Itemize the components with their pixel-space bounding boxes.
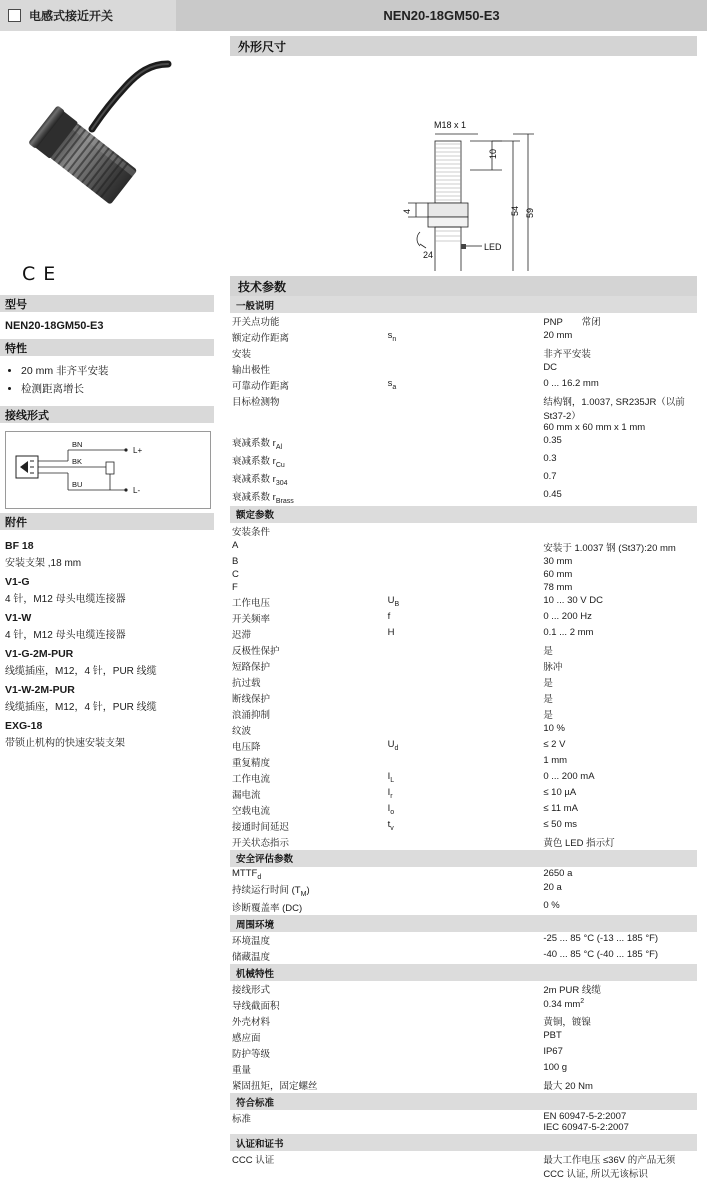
spec-symbol — [386, 470, 542, 488]
spec-value: 脉冲 — [543, 661, 563, 673]
table-row — [230, 948, 697, 964]
table-row — [230, 1077, 697, 1093]
spec-symbol — [386, 1110, 542, 1134]
accessory-desc: 线缆插座，M12，4 针，PUR 线缆 — [5, 666, 157, 677]
spec-label: 接线形式 — [232, 985, 271, 997]
spec-symbol: $t_v$ — [387, 818, 394, 832]
spec-label: 开关频率 — [232, 613, 271, 625]
spec-value: 10 ... 30 V DC — [543, 594, 603, 606]
spec-value: 是 — [543, 693, 553, 705]
spec-value: 0 ... 16.2 mm — [543, 378, 599, 389]
spec-value: 最大 20 Nm — [543, 1081, 593, 1093]
table-row — [230, 1151, 697, 1181]
spec-value: 是 — [543, 709, 553, 721]
spec-label: 衰减系数 $r_{Al}$ — [232, 438, 283, 451]
table-row — [230, 377, 697, 393]
spec-value: IP67 — [543, 1046, 563, 1058]
model-value: NEN20-18GM50-E3 — [5, 320, 104, 332]
spec-value: -25 ... 85 °C (-13 ... 185 °F) — [543, 933, 659, 945]
spec-symbol — [386, 393, 542, 434]
spec-symbol — [386, 361, 542, 377]
table-row — [230, 642, 697, 658]
spec-symbol — [386, 834, 542, 850]
list-item — [5, 648, 214, 677]
table-row — [230, 313, 697, 329]
spec-value: DC — [543, 362, 558, 373]
table-row — [230, 393, 697, 434]
spec-symbol — [386, 434, 542, 452]
header-left-title: 电感式接近开关 — [29, 9, 114, 23]
spec-label: 安装 — [232, 349, 252, 360]
accessory-name: V1-W — [5, 612, 32, 624]
page-header — [0, 0, 707, 31]
svg-text:BN: BN — [72, 440, 83, 449]
spec-label: 工作电流 — [232, 773, 271, 785]
spec-label: 衰减系数 $r_{Cu}$ — [232, 455, 285, 469]
section-features-header: 特性 — [0, 339, 214, 356]
ce-mark: C E — [22, 263, 57, 285]
spec-symbol — [386, 722, 542, 738]
spec-label: B — [232, 555, 239, 567]
section-model-header: 型号 — [0, 295, 214, 312]
spec-label: 抗过载 — [232, 677, 261, 689]
table-row — [230, 610, 697, 626]
accessory-name: V1-G — [5, 576, 30, 588]
spec-symbol — [386, 867, 542, 882]
spec-symbol — [386, 981, 542, 997]
spec-value: 0.35 — [543, 435, 562, 446]
table-row — [230, 981, 697, 997]
spec-symbol — [386, 899, 542, 915]
spec-label: 诊断覆盖率 (DC) — [232, 903, 303, 915]
spec-symbol — [386, 881, 542, 899]
list-item — [5, 540, 214, 569]
spec-label: F — [232, 581, 238, 593]
spec-value: 10 % — [543, 722, 565, 734]
dimension-drawing-svg — [230, 56, 697, 271]
spec-symbol: H — [387, 626, 395, 638]
square-logo-icon — [8, 9, 21, 22]
accessory-desc: 带锁止机构的快速安装支架 — [5, 738, 125, 749]
wiring-diagram-svg — [6, 432, 210, 508]
spec-label: 持续运行时间 $(T_M)$ — [232, 885, 310, 899]
table-row — [230, 488, 697, 506]
spec-table — [230, 296, 697, 1181]
left-column — [0, 31, 222, 1039]
table-row — [230, 802, 697, 818]
spec-value: 78 mm — [543, 581, 573, 593]
spec-label: 衰减系数 $r_{Brass}$ — [232, 491, 294, 505]
table-row — [230, 1110, 697, 1134]
table-row — [230, 1029, 697, 1045]
table-row — [230, 867, 697, 882]
table-row — [230, 434, 697, 452]
spec-value: 黄铜，镀镍 — [543, 1017, 591, 1029]
spec-label: 反极性保护 — [232, 645, 280, 657]
spec-symbol — [386, 1029, 542, 1045]
spec-symbol: $I_o$ — [387, 802, 395, 816]
spec-symbol — [386, 674, 542, 690]
spec-value: 20 a — [543, 882, 562, 894]
spec-value: 1 mm — [543, 754, 568, 766]
spec-value: 2m PUR 线缆 — [543, 985, 601, 997]
spec-symbol — [386, 706, 542, 722]
model-block — [0, 312, 222, 339]
spec-label: 外壳材料 — [232, 1017, 271, 1029]
spec-label: 防护等级 — [232, 1049, 271, 1061]
spec-group-header: 认证和证书 — [230, 1134, 697, 1151]
table-row — [230, 932, 697, 948]
table-row — [230, 345, 697, 361]
section-dimensions-header: 外形尺寸 — [230, 36, 697, 56]
spec-label: 环境温度 — [232, 936, 271, 948]
spec-symbol — [386, 1077, 542, 1093]
spec-value: 最大工作电压 ≤36V 的产品无须 CCC 认证, 所以无该标识 — [543, 1155, 676, 1181]
spec-value: 是 — [543, 677, 553, 689]
spec-symbol — [386, 1151, 542, 1181]
spec-value: PNP 常闭 — [543, 317, 601, 328]
accessory-desc: 线缆插座，M12，4 针，PUR 线缆 — [5, 702, 157, 713]
table-row — [230, 452, 697, 470]
table-row — [230, 754, 697, 770]
accessory-name: V1-G-2M-PUR — [5, 648, 74, 660]
table-row — [230, 329, 697, 345]
spec-label: 开关状态指示 — [232, 837, 290, 849]
drawing-label-10: 10 — [488, 148, 498, 159]
spec-value: ≤ 50 ms — [543, 818, 578, 830]
spec-symbol — [386, 948, 542, 964]
drawing-label-hex: 24 — [423, 250, 434, 260]
spec-symbol — [386, 581, 542, 594]
spec-symbol — [386, 1045, 542, 1061]
spec-symbol — [386, 997, 542, 1013]
svg-text:L+: L+ — [133, 446, 143, 455]
spec-value: 结构钢，1.0037, SR235JR（以前 St37-2） 60 mm x 60 mm x 1 mm — [543, 397, 685, 433]
table-row — [230, 881, 697, 899]
accessory-name: BF 18 — [5, 540, 34, 552]
spec-label: 储藏温度 — [232, 952, 271, 964]
spec-group-header: 额定参数 — [230, 506, 697, 523]
spec-label: 感应面 — [232, 1033, 261, 1045]
spec-symbol: $I_L$ — [387, 770, 395, 784]
spec-label: $MTTF_d$ — [232, 867, 262, 881]
spec-value: 非齐平安装 — [543, 349, 591, 360]
spec-symbol — [386, 523, 542, 539]
table-row — [230, 786, 697, 802]
accessory-name: EXG-18 — [5, 720, 43, 732]
drawing-label-led: LED — [484, 242, 502, 252]
spec-label: 安装条件 — [232, 526, 271, 538]
spec-value: 30 mm — [543, 555, 573, 567]
table-row — [230, 722, 697, 738]
features-block — [0, 356, 222, 406]
accessory-desc: 4 针，M12 母头电缆连接器 — [5, 630, 126, 641]
spec-symbol — [386, 932, 542, 948]
table-row — [230, 581, 697, 594]
drawing-label-4: 4 — [402, 208, 412, 214]
table-row — [230, 470, 697, 488]
spec-symbol: $I_r$ — [387, 786, 393, 800]
list-item: • 20 mm 非齐平安装 — [21, 363, 214, 378]
table-row — [230, 674, 697, 690]
spec-label: 空载电流 — [232, 805, 271, 817]
spec-label: A — [232, 539, 239, 551]
spec-label: 接通时间延迟 — [232, 821, 290, 833]
spec-label: 目标检测物 — [232, 397, 280, 408]
spec-symbol: $s_a$ — [387, 378, 397, 391]
features-list — [5, 363, 214, 396]
accessory-desc: 4 针，M12 母头电缆连接器 — [5, 594, 126, 605]
accessory-desc: 安装支架 ,18 mm — [5, 558, 82, 569]
spec-symbol — [386, 568, 542, 581]
drawing-label-thread: M18 x 1 — [434, 120, 467, 130]
table-row — [230, 1061, 697, 1077]
accessory-name: V1-W-2M-PUR — [5, 684, 75, 696]
spec-value: EN 60947-5-2:2007 IEC 60947-5-2:2007 — [543, 1111, 629, 1134]
spec-symbol — [386, 658, 542, 674]
accessories-block — [0, 530, 222, 756]
spec-symbol — [386, 642, 542, 658]
table-row — [230, 361, 697, 377]
spec-group-header: 一般说明 — [230, 296, 697, 313]
list-item: • 检测距离增长 — [21, 381, 214, 396]
table-row — [230, 690, 697, 706]
list-item — [5, 576, 214, 605]
spec-label: 可靠动作距离 — [232, 381, 290, 392]
spec-label: 工作电压 — [232, 597, 271, 609]
spec-label: 漏电流 — [232, 789, 261, 801]
svg-text:BU: BU — [72, 480, 83, 489]
spec-symbol — [386, 539, 542, 555]
spec-symbol: $U_B$ — [387, 594, 400, 608]
spec-symbol — [386, 488, 542, 506]
spec-label: 浪涌抑制 — [232, 709, 271, 721]
spec-label: 重量 — [232, 1065, 252, 1077]
spec-value: 黄色 LED 指示灯 — [543, 837, 615, 849]
spec-label: 电压降 — [232, 741, 261, 753]
spec-label: 短路保护 — [232, 661, 271, 673]
spec-group-header: 周围环境 — [230, 915, 697, 932]
spec-label: CCC 认证 — [232, 1155, 275, 1167]
spec-label: 迟滞 — [232, 629, 252, 641]
spec-label: 重复精度 — [232, 757, 271, 769]
spec-symbol — [386, 690, 542, 706]
header-right-title: NEN20-18GM50-E3 — [383, 8, 500, 23]
spec-value: 60 mm — [543, 568, 573, 580]
list-item — [5, 684, 214, 713]
list-item — [5, 720, 214, 749]
spec-label: 导线截面积 — [232, 1001, 280, 1013]
table-row — [230, 834, 697, 850]
spec-value: ≤ 2 V — [543, 738, 566, 750]
spec-value: 0.3 — [543, 452, 557, 464]
spec-group-header: 机械特性 — [230, 964, 697, 981]
spec-group-header: 安全评估参数 — [230, 850, 697, 867]
wiring-diagram — [5, 431, 211, 509]
spec-label: 额定动作距离 — [232, 333, 290, 344]
spec-symbol — [386, 754, 542, 770]
spec-value: 0.7 — [543, 470, 557, 482]
spec-value — [541, 523, 697, 539]
spec-label: C — [232, 568, 239, 580]
spec-value: 0 % — [543, 900, 560, 912]
table-row — [230, 706, 697, 722]
spec-value: 2650 a — [543, 867, 573, 879]
svg-text:L-: L- — [133, 486, 141, 495]
spec-symbol — [386, 345, 542, 361]
table-row — [230, 626, 697, 642]
spec-label: 断线保护 — [232, 693, 271, 705]
header-left — [0, 0, 176, 31]
spec-symbol — [386, 1013, 542, 1029]
spec-symbol: f — [387, 610, 391, 622]
drawing-label-59: 59 — [525, 207, 535, 218]
product-photo — [0, 31, 222, 261]
table-row — [230, 568, 697, 581]
list-item — [5, 612, 214, 641]
spec-label: 衰减系数 $r_{304}$ — [232, 473, 288, 487]
spec-value: ≤ 10 µA — [543, 786, 577, 798]
table-row — [230, 594, 697, 610]
section-accessories-header: 附件 — [0, 513, 214, 530]
table-row — [230, 818, 697, 834]
table-row — [230, 899, 697, 915]
spec-label: 纹波 — [232, 725, 252, 737]
spec-symbol: $s_n$ — [387, 330, 397, 343]
spec-label: 标准 — [232, 1114, 252, 1126]
spec-value: 0 ... 200 Hz — [543, 610, 592, 622]
spec-value: 0.34 $mm^2$ — [543, 998, 585, 1011]
sensor-photo-svg — [0, 31, 222, 261]
svg-text:BK: BK — [72, 457, 83, 466]
table-row — [230, 658, 697, 674]
spec-symbol — [386, 313, 542, 329]
table-row — [230, 738, 697, 754]
table-row — [230, 539, 697, 555]
spec-value: PBT — [543, 1030, 562, 1042]
spec-value: 0.45 — [543, 488, 562, 500]
table-row — [230, 770, 697, 786]
dimension-drawing — [230, 56, 697, 271]
section-wiring-header: 接线形式 — [0, 406, 214, 423]
section-tech-header: 技术参数 — [230, 276, 697, 296]
spec-value: 安装于 1.0037 钢 (St37):20 mm — [543, 542, 676, 554]
spec-symbol — [386, 1061, 542, 1077]
spec-value: 0 ... 200 mA — [543, 770, 595, 782]
spec-group-header: 符合标准 — [230, 1093, 697, 1110]
spec-value: ≤ 11 mA — [543, 802, 578, 814]
spec-symbol: $U_d$ — [387, 738, 399, 752]
spec-label: 开关点功能 — [232, 317, 280, 328]
drawing-label-54: 54 — [510, 205, 520, 216]
spec-value: 20 mm — [543, 330, 573, 341]
spec-symbol — [386, 555, 542, 568]
table-row — [230, 523, 697, 539]
spec-symbol — [386, 452, 542, 470]
right-column — [222, 31, 707, 1181]
spec-label: 紧固扭矩，固定螺丝 — [232, 1081, 318, 1093]
spec-value: -40 ... 85 °C (-40 ... 185 °F) — [543, 949, 659, 961]
table-row — [230, 1013, 697, 1029]
table-row — [230, 1045, 697, 1061]
table-row — [230, 997, 697, 1013]
header-right — [176, 0, 707, 31]
spec-label: 输出极性 — [232, 365, 271, 376]
table-row — [230, 555, 697, 568]
spec-value: 100 g — [543, 1062, 568, 1074]
spec-value: 是 — [543, 645, 553, 657]
spec-value: 0.1 ... 2 mm — [543, 626, 594, 638]
